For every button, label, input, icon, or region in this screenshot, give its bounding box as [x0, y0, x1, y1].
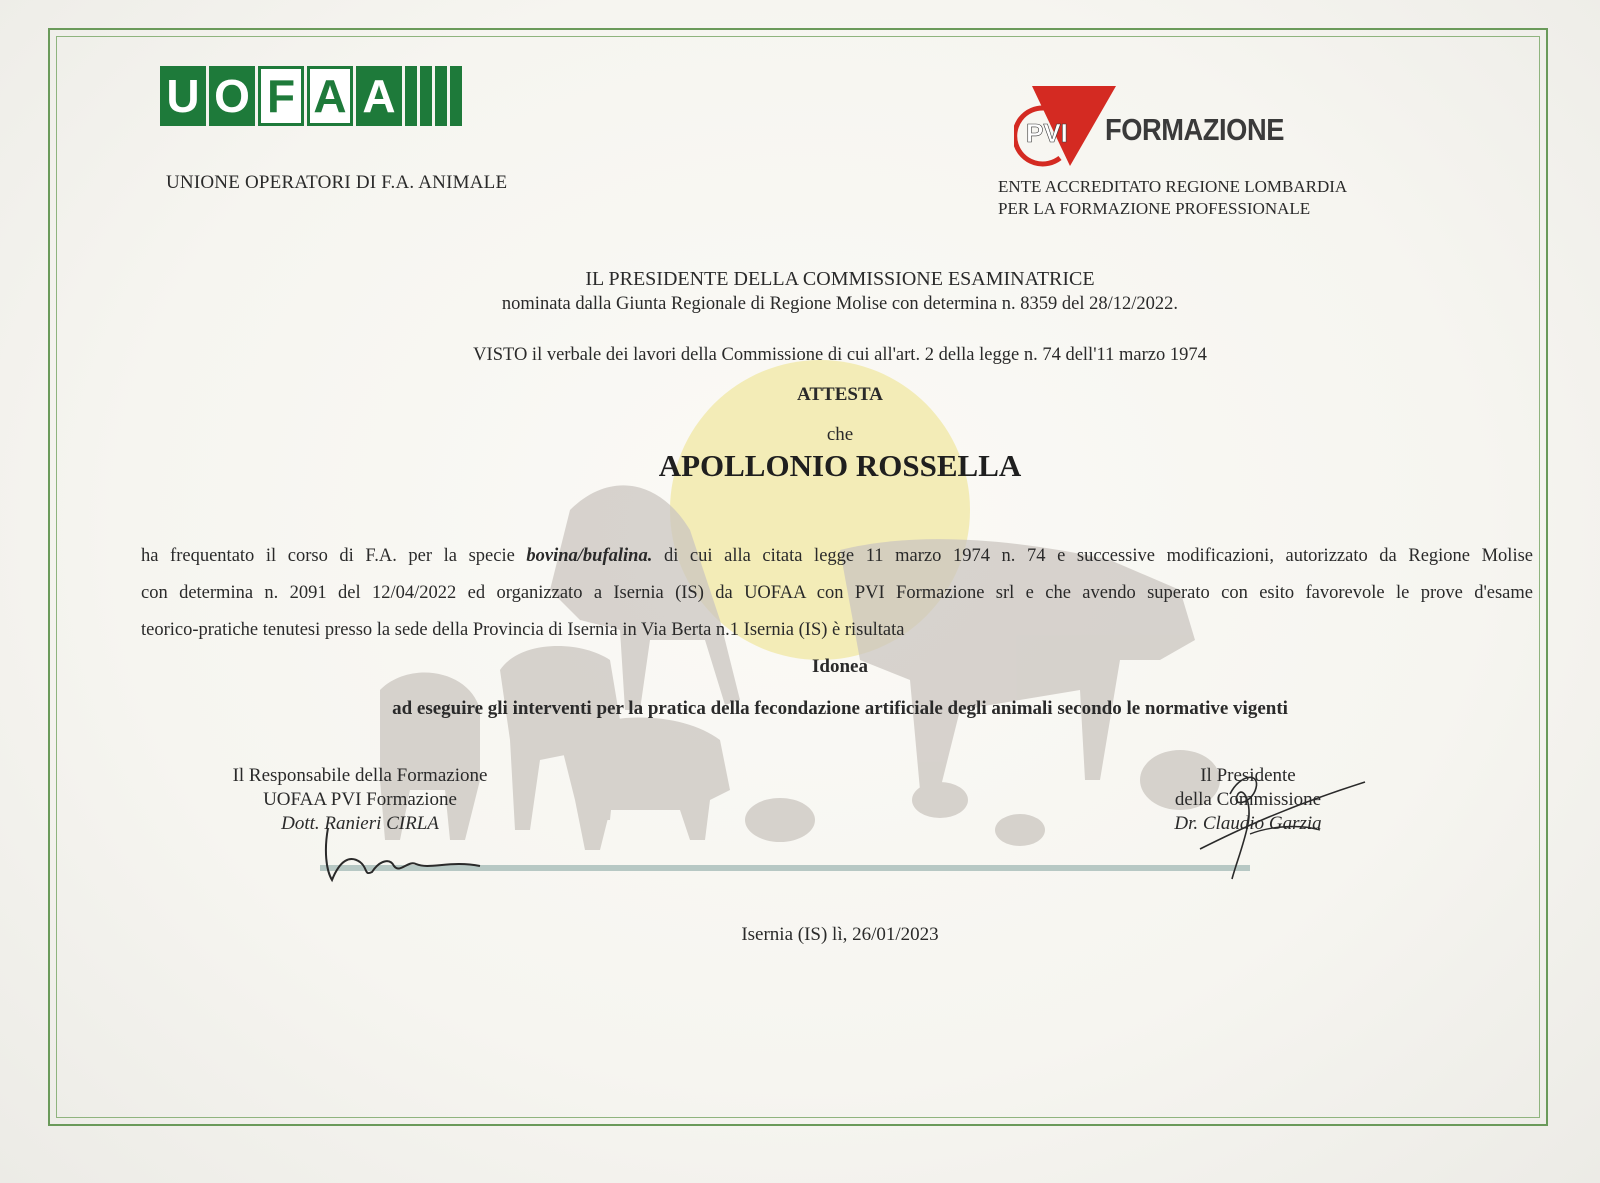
pvi-subtitle-line: PER LA FORMAZIONE PROFESSIONALE	[998, 199, 1311, 218]
handwritten-signature-left	[320, 820, 490, 890]
uofaa-logo-letter: F	[258, 66, 304, 126]
result-idonea: Idonea	[812, 656, 868, 677]
uofaa-logo-bar	[435, 66, 447, 126]
uofaa-logo-bar	[405, 66, 417, 126]
signatory-name: Dr. Claudio Garzia	[1174, 813, 1322, 834]
pvi-subtitle-line: ENTE ACCREDITATO REGIONE LOMBARDIA	[998, 177, 1348, 196]
handwritten-signature-right	[1190, 764, 1370, 884]
body-text: di cui alla citata legge 11 marzo 1974 n. 74 e successive modificazioni, autorizzato da Regione Molise	[663, 546, 1533, 566]
uofaa-logo-letter: O	[209, 66, 255, 126]
uofaa-logo-letter: A	[307, 66, 353, 126]
pvi-logo-mark: PVI	[1026, 118, 1068, 148]
place-and-date: Isernia (IS) lì, 26/01/2023	[741, 924, 939, 945]
signature-role: Il Responsabile della Formazione	[232, 765, 488, 786]
body-text: ha frequentato il corso di F.A. per la specie	[141, 546, 515, 566]
uofaa-subtitle: UNIONE OPERATORI DI F.A. ANIMALE	[166, 172, 508, 193]
uofaa-logo	[160, 66, 462, 130]
visto-line: VISTO il verbale dei lavori della Commissione di cui all'art. 2 della legge n. 74 dell'11 marzo 1974	[473, 345, 1207, 365]
uofaa-logo-letter: A	[356, 66, 402, 126]
signature-org: della Commissione	[1174, 789, 1322, 810]
body-line-3: teorico-pratiche tenutesi presso la sede della Provincia di Isernia in Via Berta n.1 Isernia (IS) è risultata	[141, 620, 905, 640]
pvi-logo-text: FORMAZIONE	[1105, 112, 1284, 147]
signatory-name: Dott. Ranieri CIRLA	[281, 813, 439, 834]
uofaa-logo-bar	[450, 66, 462, 126]
president-title: IL PRESIDENTE DELLA COMMISSIONE ESAMINATRICE	[585, 268, 1095, 290]
authorization-line: ad eseguire gli interventi per la pratica della fecondazione artificiale degli animali secondo le normative vigenti	[392, 698, 1288, 719]
uofaa-logo-letter: U	[160, 66, 206, 126]
uofaa-logo-bar	[420, 66, 432, 126]
signature-role: Il Presidente	[1200, 765, 1296, 786]
pvi-subtitle	[998, 176, 1347, 220]
signature-org: UOFAA PVI Formazione	[263, 789, 457, 810]
che-line: che	[826, 424, 854, 445]
nomination-line: nominata dalla Giunta Regionale di Regione Molise con determina n. 8359 del 28/12/2022.	[501, 294, 1179, 314]
species-text: bovina/bufalina.	[526, 546, 653, 566]
body-line-2: con determina n. 2091 del 12/04/2022 ed organizzato a Isernia (IS) da UOFAA con PVI Formazione srl e che avendo superato con esito favorevole le prove d'esame	[141, 583, 1533, 603]
recipient-name: APOLLONIO ROSSELLA	[658, 448, 1022, 483]
body-line-1	[141, 546, 1533, 567]
attesta-heading: ATTESTA	[797, 384, 883, 405]
